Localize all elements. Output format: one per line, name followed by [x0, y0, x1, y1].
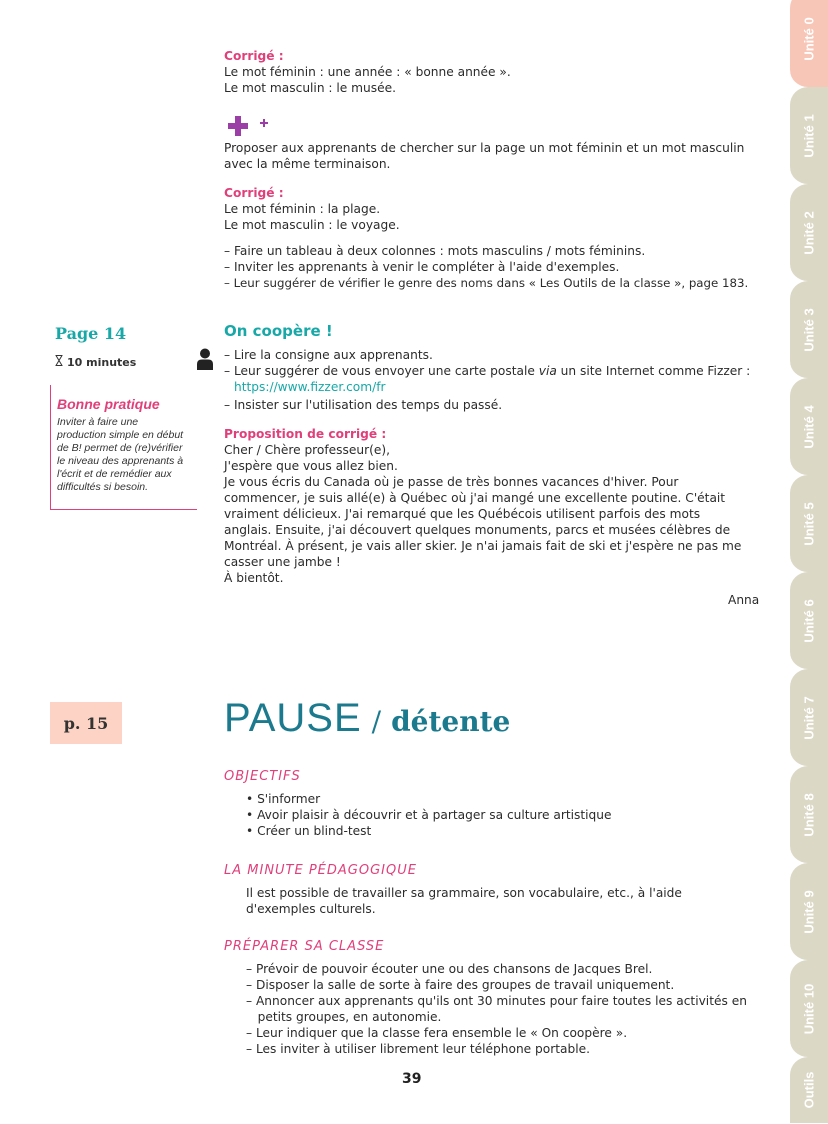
cooper-item: – Lire la consigne aux apprenants. [224, 348, 433, 362]
tab-label: Unité 7 [801, 695, 817, 740]
tab-unite-3[interactable] [790, 281, 828, 379]
corrige-line: Le mot masculin : le musée. [224, 81, 396, 95]
corrige-label: Corrigé : [224, 186, 284, 200]
tab-unite-1[interactable] [790, 87, 828, 185]
corrige-line: Le mot masculin : le voyage. [224, 218, 400, 232]
tab-label: Outils [801, 1071, 817, 1109]
tab-label: Unité 5 [801, 501, 817, 546]
proposition-line: casser une jambe ! [224, 555, 341, 569]
bonne-pratique-line: de B! permet de (re)vérifier [57, 442, 183, 454]
proposition-line: Cher / Chère professeur(e), [224, 443, 390, 457]
minute-line: Il est possible de travailler sa grammaire, son vocabulaire, etc., à l'aide [246, 886, 682, 900]
proposition-line: À bientôt. [224, 571, 284, 585]
tab-unite-2[interactable] [790, 184, 828, 282]
proposition-line: Je vous écris du Canada où je passe de très bonnes vacances d'hiver. Pour [224, 475, 679, 489]
tab-unite-0[interactable] [790, 0, 828, 88]
page-number: 39 [402, 1071, 422, 1087]
bonne-pratique-line: difficultés si besoin. [57, 481, 149, 493]
proposition-line: commencer, je suis allé(e) à Québec où j'ai mangé une excellente poutine. C'était [224, 491, 726, 505]
bonne-pratique-line: le niveau des apprenants à [57, 455, 184, 467]
cooper-item: – Leur suggérer de vous envoyer une carte postale via un site Internet comme Fizzer : [224, 364, 751, 378]
tableau-line: – Leur suggérer de vérifier le genre des noms dans « Les Outils de la classe », page 183. [224, 276, 749, 290]
bonne-pratique-line: Inviter à faire une [57, 416, 139, 428]
minute-line: d'exemples culturels. [246, 902, 376, 916]
objectif-item: • S'informer [246, 792, 321, 806]
corrige-line: Le mot féminin : la plage. [224, 202, 381, 216]
pause-subtitle: détente [391, 705, 511, 738]
tableau-line: – Faire un tableau à deux colonnes : mots masculins / mots féminins. [224, 244, 646, 258]
duration [55, 355, 136, 369]
preparer-line: – Disposer la salle de sorte à faire des groupes de travail uniquement. [246, 978, 675, 992]
objectifs-title: OBJECTIFS [224, 769, 301, 784]
proposer-line: Proposer aux apprenants de chercher sur la page un mot féminin et un mot masculin [224, 141, 745, 155]
tab-unite-4[interactable] [790, 378, 828, 476]
tab-unite-5[interactable] [790, 475, 828, 573]
tab-label: Unité 2 [801, 210, 817, 255]
proposition-line: vraiment délicieux. J'ai remarqué que les Québécois utilisent parfois des mots [224, 507, 701, 521]
signature: Anna [728, 593, 760, 607]
cooper-item: – Insister sur l'utilisation des temps du passé. [224, 398, 503, 412]
tab-label: Unité 6 [801, 598, 817, 643]
corrige-line: Le mot féminin : une année : « bonne année ». [224, 65, 511, 79]
proposer-line: avec la même terminaison. [224, 157, 391, 171]
tab-label: Unité 4 [801, 404, 817, 449]
person-icon [197, 348, 213, 374]
corrige-label: Corrigé : [224, 49, 284, 63]
hourglass-icon [55, 355, 63, 369]
tab-label: Unité 8 [801, 792, 817, 837]
proposition-line: J'espère que vous allez bien. [224, 459, 398, 473]
tableau-line: – Inviter les apprenants à venir le compléter à l'aide d'exemples. [224, 260, 620, 274]
preparer-line: – Les inviter à utiliser librement leur téléphone portable. [246, 1042, 590, 1056]
bonne-pratique-line: production simple en début [57, 429, 184, 441]
proposition-line: Montréal. À présent, je vais aller skier. Je n'ai jamais fait de ski et j'espère ne pas me [224, 539, 742, 553]
tab-label: Unité 0 [801, 16, 817, 61]
tab-label: Unité 3 [801, 307, 817, 352]
duration-text: 10 minutes [67, 355, 137, 369]
preparer-line: – Leur indiquer que la classe fera ensemble le « On coopère ». [246, 1026, 628, 1040]
pause-title: PAUSE [224, 696, 362, 740]
tab-label: Unité 10 [801, 983, 817, 1034]
preparer-title: PRÉPARER SA CLASSE [224, 939, 385, 954]
fizzer-link[interactable]: https://www.fizzer.com/fr [234, 380, 386, 394]
tab-unite-8[interactable] [790, 766, 828, 864]
plus-icon [228, 116, 278, 140]
objectif-item: • Créer un blind-test [246, 824, 372, 838]
pause-heading [224, 696, 510, 741]
bonne-pratique-line: l'écrit et de remédier aux [57, 468, 172, 480]
tab-unite-10[interactable] [790, 960, 828, 1058]
tab-label: Unité 9 [801, 889, 817, 934]
preparer-line: – Prévoir de pouvoir écouter une ou des chansons de Jacques Brel. [246, 962, 653, 976]
tab-label: Unité 1 [801, 113, 817, 158]
proposition-label: Proposition de corrigé : [224, 427, 387, 441]
tab-unite-9[interactable] [790, 863, 828, 961]
tab-outils[interactable] [790, 1057, 828, 1124]
preparer-line: – Annoncer aux apprenants qu'ils ont 30 minutes pour faire toutes les activités en [246, 994, 747, 1008]
page-15-badge: p. 15 [50, 702, 122, 744]
cooper-title: On coopère ! [224, 322, 333, 340]
page-14-title: Page 14 [55, 324, 127, 343]
minute-title: LA MINUTE PÉDAGOGIQUE [224, 863, 417, 878]
objectif-item: • Avoir plaisir à découvrir et à partager sa culture artistique [246, 808, 612, 822]
tab-unite-6[interactable] [790, 572, 828, 670]
preparer-line: petits groupes, en autonomie. [246, 1010, 442, 1024]
pause-slash: / [371, 705, 382, 738]
proposition-line: anglais. Ensuite, j'ai découvert quelques monuments, parcs et musées célèbres de [224, 523, 731, 537]
tab-unite-7[interactable] [790, 669, 828, 767]
bonne-pratique-title: Bonne pratique [57, 396, 160, 412]
unit-tabs [790, 0, 828, 1123]
